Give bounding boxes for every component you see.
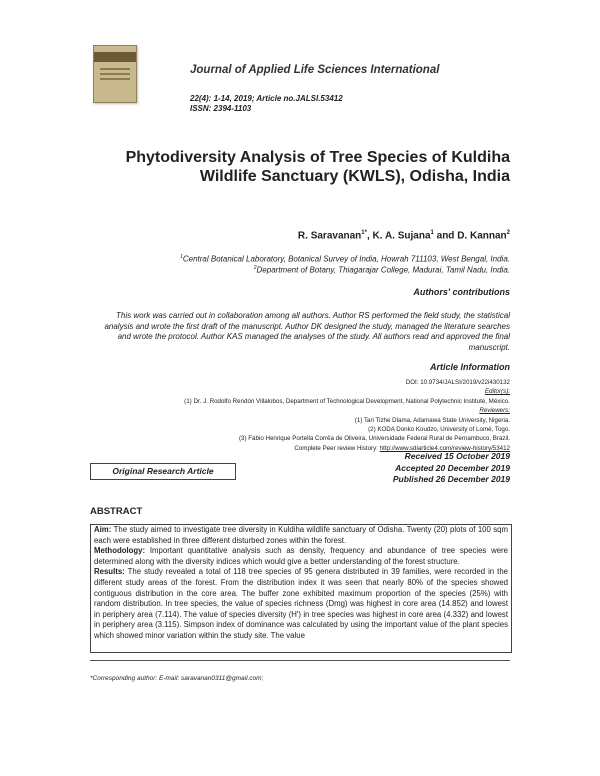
editor-label: Editor(s): xyxy=(484,388,510,396)
author-name: K. A. Sujana xyxy=(372,230,431,242)
results-label: Results: xyxy=(94,567,125,577)
affiliation-mark: 2 xyxy=(253,265,257,271)
methodology-label: Methodology: xyxy=(94,546,146,556)
accepted-date: Accepted 20 December 2019 xyxy=(395,462,510,473)
aim-label: Aim: xyxy=(94,525,112,534)
affiliation-text: Central Botanical Laboratory, Botanical Survey of India, Howrah 711103, West Bengal, India. xyxy=(182,254,510,264)
title-line-1: Phytodiversity Analysis of Tree Species of Kuldiha xyxy=(125,149,510,166)
author-affil-mark: 1 xyxy=(430,230,434,236)
author-name: D. Kannan xyxy=(457,230,507,242)
article-info-block xyxy=(70,378,510,453)
reviewer-1: (1) Tari Tizhe Dlama, Adamawa State University, Nigeria. xyxy=(354,416,510,424)
reviewer-3: (3) Fábio Henrique Portella Corrêa de Oliveira, Universidade Federal Rural de Pernambuco, Brazil. xyxy=(239,435,510,443)
journal-issn: ISSN: 2394-1103 xyxy=(190,104,252,113)
affiliation-mark: 1 xyxy=(180,254,183,260)
corresponding-author-footnote: *Corresponding author: E-mail: saravanan0311@gmail.com; xyxy=(90,675,264,682)
published-date: Published 26 December 2019 xyxy=(392,474,510,484)
abstract-heading: ABSTRACT xyxy=(90,506,143,517)
affiliation-1 xyxy=(180,254,510,264)
abstract-methodology xyxy=(91,546,511,567)
journal-volume: 22(4): 1-14, 2019; Article no.JALSI.53412 xyxy=(190,94,343,103)
abstract-aim xyxy=(91,525,511,546)
contributions-heading: Authors' contributions xyxy=(413,287,510,297)
paper-title xyxy=(80,148,510,186)
publication-dates xyxy=(393,451,510,486)
contributions-text: This work was carried out in collaboration among all authors. Author RS performed the field study, the statistical analysis and wrote the first draft of the manuscript. Author DK designed the study, managed the literature searches and wrote the protocol. Author KAS managed the analyses of the study. All authors read and approved the final manuscript. xyxy=(104,311,510,352)
reviewers-label: Reviewers: xyxy=(479,407,510,415)
review-history-link[interactable]: http://www.sdiarticle4.com/review-history/53412 xyxy=(379,444,510,452)
abstract-box xyxy=(90,524,512,653)
author-name: R. Saravanan xyxy=(297,230,362,242)
results-text: The study revealed a total of 118 tree species of 95 genera distributed in 39 families, were recorded in the different study areas of the forest. From the distribution index it was seen that nearly 80% of the species showed contiguous distribution in the core area. The buffer zone exhibited maximum proportion of the species (25%) with random distribution. In tree species, the value of species richness (Dmg) was highest in core area (14.852) and lowest in periphery area (7.114). The value of species diversity (H') in tree species was highest in core area (4.332) and lowest in periphery area (3.115). Simpson index of dominance was calculated by using the important value of the plant species which showed minor variation within the study site. The value xyxy=(94,567,508,640)
review-history-label: Complete Peer review History: xyxy=(294,444,380,452)
aim-text: The study aimed to investigate tree diversity in Kuldiha wildlife sanctuary of Odisha. Twenty (20) plots of 100 sqm each were established in three different disturbed zones within the forest. xyxy=(94,525,508,545)
article-type-box: Original Research Article xyxy=(90,463,236,480)
affiliation-text: Department of Botany, Thiagarajar College, Madurai, Tamil Nadu, India. xyxy=(256,265,510,275)
journal-cover-thumbnail xyxy=(93,45,137,103)
affiliation-2 xyxy=(254,265,510,275)
abstract-results xyxy=(91,567,511,641)
article-info-heading: Article Information xyxy=(429,362,510,372)
reviewer-2: (2) KODA Donko Koudzo, University of Lomé, Togo. xyxy=(368,426,510,434)
author-list xyxy=(298,230,510,241)
editor: (1) Dr. J. Rodolfo Rendón Villalobos, Department of Technological Development, National Polytechnic Institute, México. xyxy=(184,397,510,405)
received-date: Received 15 October 2019 xyxy=(404,451,510,461)
journal-name: Journal of Applied Life Sciences International xyxy=(190,64,440,76)
title-line-2: Wildlife Sanctuary (KWLS), Odisha, India xyxy=(199,168,510,185)
footnote-divider xyxy=(90,660,510,661)
author-affil-mark: 2 xyxy=(506,230,510,236)
author-separator: , xyxy=(366,230,373,242)
author-separator: and xyxy=(433,230,458,242)
methodology-text: Important quantitative analysis such as density, frequency and abundance of tree species were determined along with the diversity indices which would give a better understanding of the forest structure. xyxy=(94,546,508,566)
author-affil-mark: 1* xyxy=(361,230,367,236)
doi: DOI: 10.9734/JALSI/2019/v22i430132 xyxy=(405,379,510,386)
